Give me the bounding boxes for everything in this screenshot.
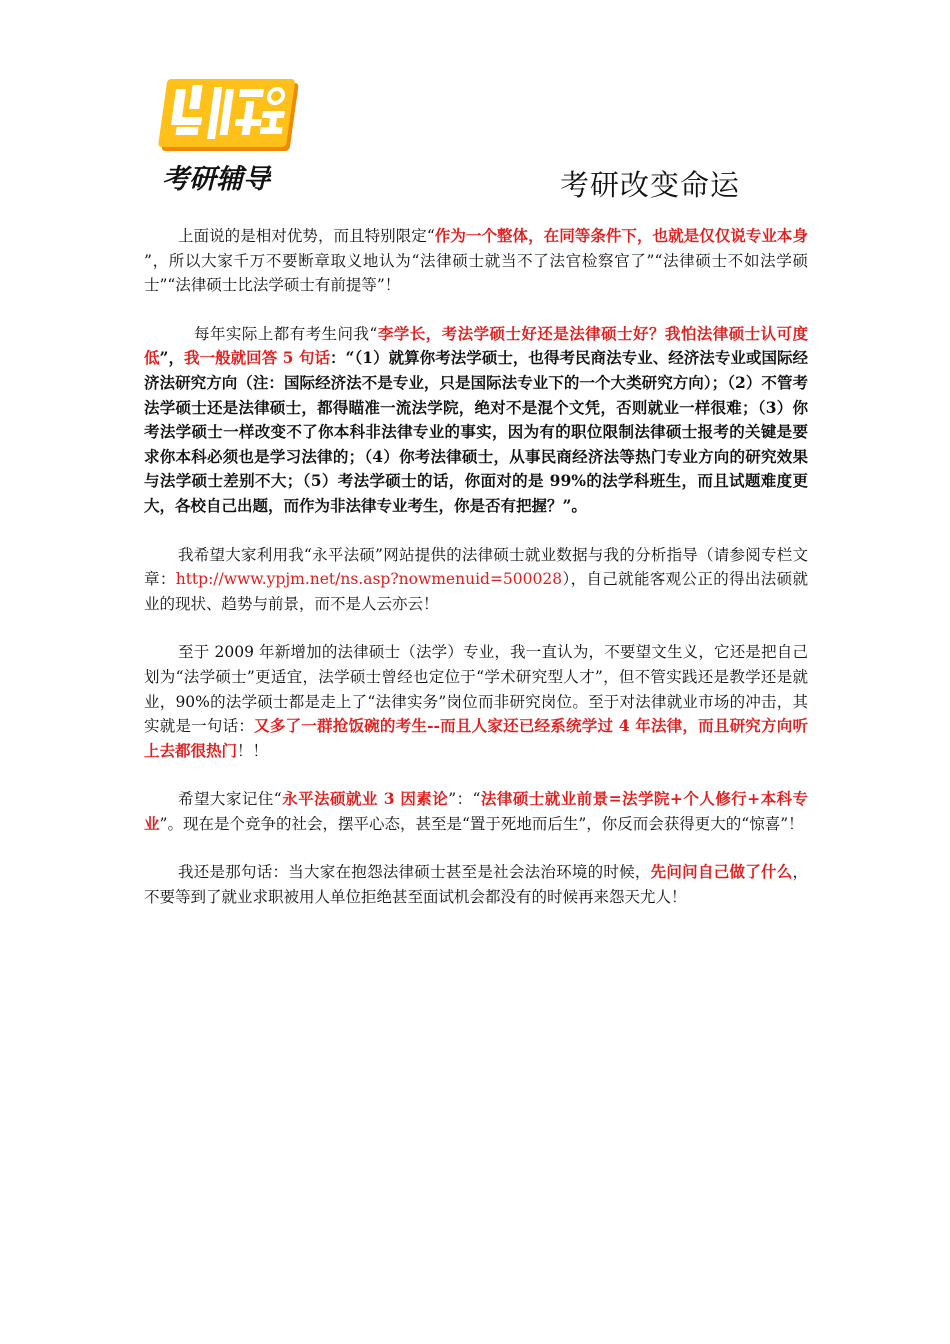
paragraph-4 — [144, 640, 808, 763]
highlight-run: 我一般就回答 5 句话 — [184, 348, 330, 368]
highlight-run: 作为一个整体，在同等条件下，也就是仅仅说专业本身 — [434, 226, 808, 245]
paragraph-5 — [144, 787, 808, 836]
text-run: 我还是那句话：当大家在抱怨法律硕士甚至是社会法治环境的时候， — [178, 863, 651, 882]
text-run: 至于 2009 年新增加的法律硕士（法学）专业，我一直认为，不要望文生义，它还是把自己划为“法学硕士”更适宜，法学硕士曾经也定位于“学术研究型人才”，但不管实践还是教学还是就业，90%的法学硕士都是走上了“法律实务”岗位而非研究岗位。至于对法律就业市场的冲击，其实就是一句话： — [144, 643, 808, 736]
text-run: 上面说的是相对优势，而且特别限定“ — [178, 227, 435, 245]
highlight-run: 又多了一群抢饭碗的考生--而且人家还已经系统学过 4 年法律，而且研究方向听上去都很热门 — [144, 716, 808, 760]
logo-subtitle: 考研辅导 — [162, 164, 270, 195]
paragraph-2 — [144, 322, 808, 519]
slogan: 考研改变命运 — [560, 168, 741, 202]
article-link[interactable]: http://www.ypjm.net/ns.asp?nowmenuid=500028 — [175, 570, 563, 589]
text-run: ”。现在是个竞争的社会，摆平心态，甚至是“置于死地而后生”，你反而会获得更大的“惊喜”！ — [159, 814, 804, 833]
paragraph-3 — [144, 543, 808, 617]
text-run: ：“（1）就算你考法学硕士，也得考民商法专业、经济法专业或国际经济法研究方向（注：国际经济法不是专业，只是国际法专业下的一个大类研究方向）；（2）不管考法学硕士还是法律硕士，都得瞄准一流法学院，绝对不是混个文凭，否则就业一样很难；（3）你考法学硕士一样改变不了你本科非法律专业的事实，因为有的职位限制法律硕士报考的关键是要求你本科必须也是学习法律的；（4）你考法律硕士，从事民商经济法等热门专业方向的研究效果与法学硕士差别不大；（5）考法学硕士的话，你面对的是 99%的法学科班生，而且试题难度更大，各校自己出题，而作为非法律专业考生，你是否有把握？”。 — [144, 348, 809, 515]
text-run: ），自己就能客观公正的得出法硕就业的现状、趋势与前景，而不是人云亦云！ — [144, 570, 808, 613]
text-run: 希望大家记住“ — [178, 790, 282, 809]
paragraph-6 — [144, 860, 808, 909]
highlight-run: 法律硕士就业前景=法学院+个人修行+本科专业 — [144, 789, 808, 833]
text-run: ，不要等到了就业求职被用人单位拒绝甚至面试机会都没有的时候再来怨天尤人！ — [144, 863, 808, 907]
text-run: ”：“ — [448, 790, 481, 809]
text-run: ！！ — [237, 741, 269, 760]
highlight-run: 李学长，考法学硕士好还是法律硕士好？我怕法律硕士认可度低 — [144, 323, 808, 368]
highlight-run: 永平法硕就业 3 因素论 — [281, 789, 449, 809]
kaicheng-logo — [150, 60, 310, 195]
article-body — [144, 224, 808, 934]
text-run: 每年实际上都有考生问我“ — [194, 324, 378, 343]
logo-brand-text: 凯程 — [150, 60, 183, 79]
text-run: ”， — [159, 348, 185, 368]
text-run: 我希望大家利用我“永平法硕”网站提供的法律硕士就业数据与我的分析指导（请参阅专栏文章： — [144, 545, 808, 589]
text-run: ”，所以大家千万不要断章取义地认为“法律硕士就当不了法官检察官了”“法律硕士不如法学硕士”“法律硕士比法学硕士有前提等”！ — [144, 251, 808, 295]
highlight-run: 先问问自己做了什么 — [650, 862, 793, 882]
paragraph-1 — [144, 224, 808, 298]
